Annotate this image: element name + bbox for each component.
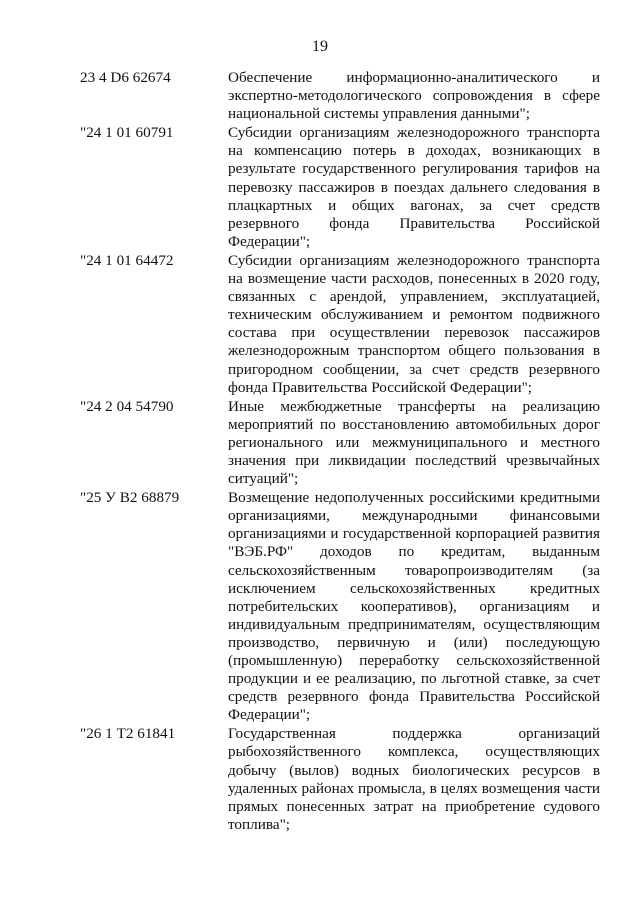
list-item	[80, 69, 600, 123]
list-item	[80, 252, 600, 397]
budget-code: "24 1 01 64472	[80, 251, 174, 269]
list-item	[80, 398, 600, 488]
list-item	[80, 489, 600, 724]
budget-description: Обеспечение информационно-аналитического и экспертно-методологического сопровождения в сфере национальной системы управления данными";	[228, 69, 600, 123]
budget-code: "26 1 Т2 61841	[80, 725, 176, 743]
list-item	[80, 124, 600, 251]
budget-description: Иные межбюджетные трансферты на реализацию мероприятий по восстановлению автомобильных дорог регионального или межмуниципального и местного значения при ликвидации последствий чрезвычайных ситуаций";	[228, 397, 600, 488]
budget-description: Государственная поддержка организаций рыбохозяйственного комплекса, осуществляющих добычу (вылов) водных биологических ресурсов в удаленных районах промысла, в целях возмещения части прямых понесенных затрат на приобретение судового топлива";	[228, 725, 600, 833]
budget-description: Субсидии организациям железнодорожного транспорта на возмещение части расходов, понесенных в 2020 году, связанных с арендой, управлением, эксплуатацией, техническим обслуживанием и ремонтом подвижного состава при осуществлении перевозок пассажиров железнодорожным транспортом общего пользования в пригородном сообщении, за счет средств резервного фонда Правительства Российской Федерации";	[228, 251, 600, 396]
budget-code: "24 1 01 60791	[80, 124, 174, 142]
list-item	[80, 725, 600, 834]
page-number: 19	[312, 38, 328, 55]
budget-code: "24 2 04 54790	[80, 397, 174, 415]
budget-description: Возмещение недополученных российскими кредитными организациями, международными финансовыми организациями и государственной корпорацией развития "ВЭБ.РФ" доходов по кредитам, выданным сельскохозяйственным товаропроизводителям (за исключением сельскохозяйственных кредитных потребительских кооперативов), организациям и индивидуальным предпринимателям, осуществляющим производство, первичную и (или) последующую (промышленную) переработку сельскохозяйственной продукции и ее реализацию, по льготной ставке, за счет средств резервного фонда Правительства Российской Федерации";	[228, 489, 600, 724]
budget-description: Субсидии организациям железнодорожного транспорта на компенсацию потерь в доходах, возникающих в результате государственного регулирования тарифов на перевозку пассажиров в поездах дальнего следования в плацкартных и общих вагонах, за счет средств резервного фонда Правительства Российской Федерации";	[228, 124, 600, 250]
budget-code: 23 4 D6 62674	[80, 69, 171, 86]
budget-code-list	[80, 69, 600, 834]
budget-code: "25 У В2 68879	[80, 489, 180, 507]
